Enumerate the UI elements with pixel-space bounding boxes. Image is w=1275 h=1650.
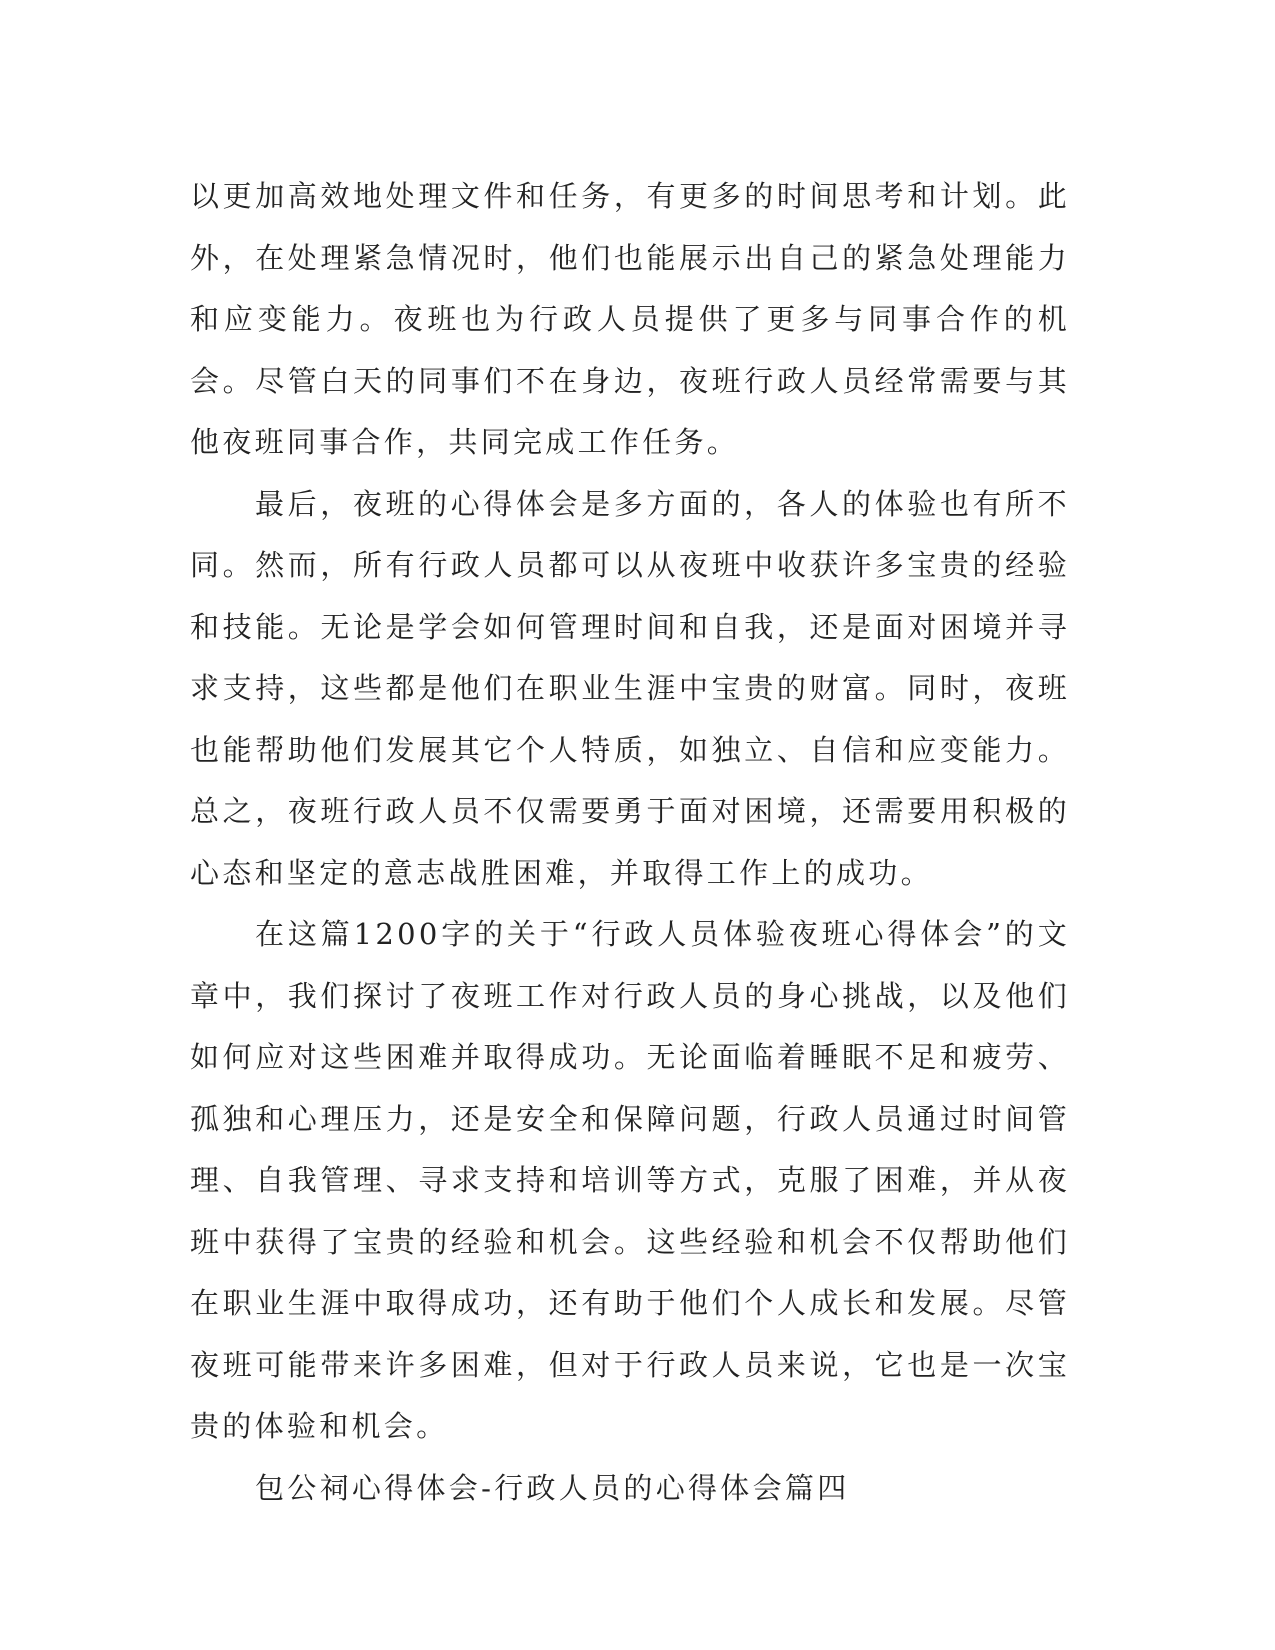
paragraph-3: 在这篇1200字的关于“行政人员体验夜班心得体会”的文章中，我们探讨了夜班工作对行政人员的身心挑战，以及他们如何应对这些困难并取得成功。无论面临着睡眠不足和疲劳、孤独和心理压力，还是安全和保障问题，行政人员通过时间管理、自我管理、寻求支持和培训等方式，克服了困难，并从夜班中获得了宝贵的经验和机会。这些经验和机会不仅帮助他们在职业生涯中取得成功，还有助于他们个人成长和发展。尽管夜班可能带来许多困难，但对于行政人员来说，它也是一次宝贵的体验和机会。 <box>190 917 1070 1443</box>
paragraph-1: 以更加高效地处理文件和任务，有更多的时间思考和计划。此外，在处理紧急情况时，他们也能展示出自己的紧急处理能力和应变能力。夜班也为行政人员提供了更多与同事合作的机会。尽管白天的同事们不在身边，夜班行政人员经常需要与其他夜班同事合作，共同完成工作任务。 <box>190 179 1070 459</box>
paragraph-2: 最后，夜班的心得体会是多方面的，各人的体验也有所不同。然而，所有行政人员都可以从夜班中收获许多宝贵的经验和技能。无论是学会如何管理时间和自我，还是面对困境并寻求支持，这些都是他们在职业生涯中宝贵的财富。同时，夜班也能帮助他们发展其它个人特质，如独立、自信和应变能力。总之，夜班行政人员不仅需要勇于面对困境，还需要用积极的心态和坚定的意志战胜困难，并取得工作上的成功。 <box>190 486 1070 890</box>
document-body <box>190 166 1070 1519</box>
section-heading: 包公祠心得体会-行政人员的心得体会篇四 <box>255 1470 850 1505</box>
